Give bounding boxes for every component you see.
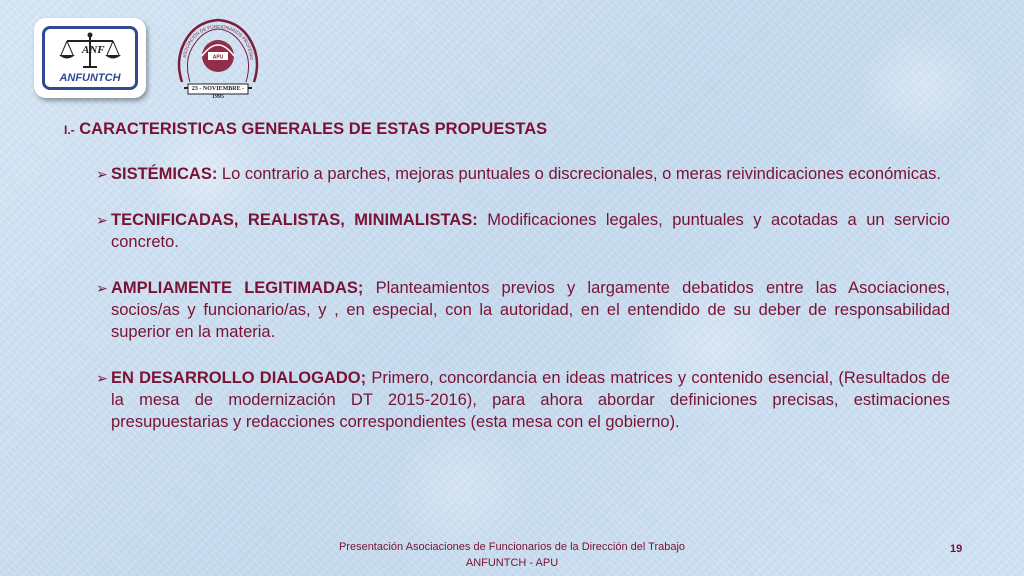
svg-text:ASOCIACIÓN DE FUNCIONARIOS PRO: ASOCIACIÓN DE FUNCIONARIOS PROFESIO <box>182 23 255 61</box>
anfuntch-logo <box>34 18 146 98</box>
page-number: 19 <box>950 543 963 555</box>
list-item-term: TECNIFICADAS, REALISTAS, MINIMALISTAS: <box>111 211 478 229</box>
list-item-text: Lo contrario a parches, mejoras puntuales o discrecionales, o meras reivindicaciones económicas. <box>217 165 941 183</box>
list-item-text: Modificaciones legales, puntuales y acotadas a un servicio concreto. <box>111 211 950 251</box>
arrow-bullet-icon: ➢ <box>96 370 108 386</box>
section-heading-prefix: I.- <box>64 123 75 137</box>
list-item-tecnificadas <box>96 209 950 253</box>
section-heading <box>64 120 547 139</box>
apu-seal-date: 23 - NOVIEMBRE - 1995 <box>191 86 245 100</box>
footer-organizations: ANFUNTCH - APU <box>465 557 559 569</box>
arrow-bullet-icon: ➢ <box>96 212 108 228</box>
list-item-term: SISTÉMICAS: <box>111 165 218 183</box>
footer-presentation-title: Presentación Asociaciones de Funcionarios de la Dirección del Trabajo <box>338 541 686 553</box>
section-heading-text: CARACTERISTICAS GENERALES DE ESTAS PROPUESTAS <box>74 120 548 138</box>
anfuntch-logo-text: ANFUNTCH <box>59 72 121 84</box>
list-item-term: AMPLIAMENTE LEGITIMADAS; <box>111 279 364 297</box>
apu-seal-logo <box>172 12 264 100</box>
arrow-bullet-icon: ➢ <box>96 166 108 182</box>
svg-text:ANF: ANF <box>82 44 105 56</box>
anfuntch-logo-frame <box>42 26 138 90</box>
svg-text:APU: APU <box>212 54 224 61</box>
list-item-sistemicas <box>96 163 950 185</box>
list-item-legitimadas <box>96 277 950 343</box>
list-item-text: Planteamientos previos y largamente debatidos entre las Asociaciones, socios/as y funcionario/as, y , en especial, con la autoridad, en el entendido de su deber de responsabilidad superior en la materia. <box>111 279 950 341</box>
characteristics-list <box>96 163 950 457</box>
list-item-text: Primero, concordancia en ideas matrices y contenido esencial, (Resultados de la mesa de modernización DT 2015-2016), para ahora abordar definiciones precisas, estimaciones presupuestarias y redacciones correspondientes (esta mesa con el gobierno). <box>111 369 950 431</box>
list-item-dialogado <box>96 367 950 433</box>
arrow-bullet-icon: ➢ <box>96 280 108 296</box>
list-item-term: EN DESARROLLO DIALOGADO; <box>111 369 367 387</box>
